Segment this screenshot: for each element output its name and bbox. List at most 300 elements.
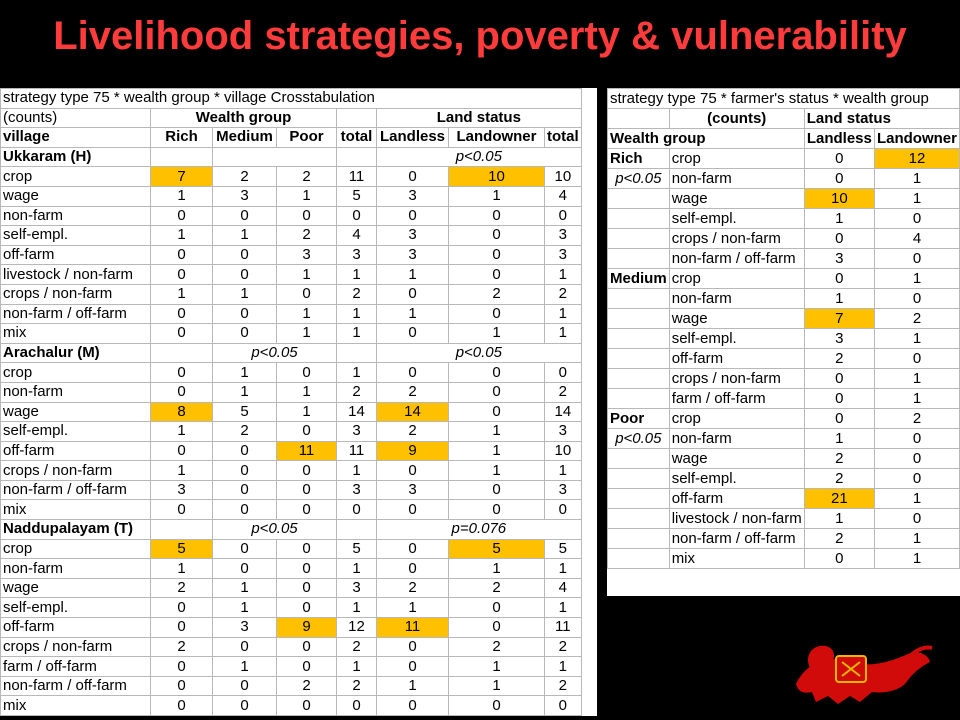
row-label: self-empl.: [1, 598, 151, 618]
table-row: [608, 449, 960, 469]
value-cell: 1: [545, 265, 582, 285]
value-cell: 0: [804, 269, 874, 289]
row-label: wage: [669, 309, 804, 329]
table-row: [608, 529, 960, 549]
value-cell: 1: [337, 363, 377, 383]
value-cell: 3: [151, 480, 213, 500]
value-cell: 0: [213, 245, 277, 265]
value-cell: 0: [377, 539, 449, 559]
value-cell: 0: [377, 696, 449, 716]
row-label: non-farm / off-farm: [1, 480, 151, 500]
row-label: wage: [1, 186, 151, 206]
caption-row: [608, 89, 960, 109]
value-cell: 14: [545, 402, 582, 422]
farmer-status-crosstab-table: [607, 88, 960, 569]
value-cell: 0: [874, 469, 959, 489]
value-cell: 2: [277, 226, 337, 246]
value-cell: 2: [377, 578, 449, 598]
value-cell: 1: [545, 657, 582, 677]
value-cell: 3: [377, 480, 449, 500]
value-cell: 0: [804, 229, 874, 249]
value-cell: 1: [874, 169, 959, 189]
table-row: [1, 578, 582, 598]
row-label: mix: [1, 696, 151, 716]
value-cell: 0: [449, 363, 545, 383]
row-label: crop: [1, 539, 151, 559]
value-cell: 0: [377, 324, 449, 344]
value-cell: 9: [277, 618, 337, 638]
column-header: Landowner: [449, 128, 545, 148]
value-cell: 1: [213, 284, 277, 304]
value-cell: 0: [213, 324, 277, 344]
table-row: [1, 304, 582, 324]
row-label: crops / non-farm: [1, 284, 151, 304]
column-header-row: [1, 128, 582, 148]
value-cell: 2: [449, 578, 545, 598]
table-caption: strategy type 75 * farmer's status * wealth group: [608, 89, 960, 109]
value-cell: 2: [804, 469, 874, 489]
value-cell: 5: [151, 539, 213, 559]
value-cell: 0: [449, 618, 545, 638]
village-name: Ukkaram (H): [1, 147, 151, 167]
land-p-value: p<0.05: [377, 343, 582, 363]
value-cell: 21: [804, 489, 874, 509]
value-cell: 4: [337, 226, 377, 246]
value-cell: 0: [545, 206, 582, 226]
value-cell: 1: [449, 186, 545, 206]
value-cell: 7: [151, 167, 213, 187]
value-cell: 2: [874, 309, 959, 329]
value-cell: 2: [449, 637, 545, 657]
value-cell: 1: [337, 559, 377, 579]
table-row: [608, 229, 960, 249]
value-cell: 2: [213, 422, 277, 442]
value-cell: 5: [449, 539, 545, 559]
table-row: [1, 167, 582, 187]
group-header-row: [1, 108, 582, 128]
row-label: self-empl.: [1, 226, 151, 246]
value-cell: 0: [377, 167, 449, 187]
value-cell: 1: [277, 304, 337, 324]
value-cell: 0: [151, 363, 213, 383]
value-cell: 1: [545, 324, 582, 344]
value-cell: 14: [377, 402, 449, 422]
land-status-header: Land status: [804, 109, 959, 129]
value-cell: 0: [213, 539, 277, 559]
value-cell: 2: [277, 167, 337, 187]
value-cell: 1: [151, 186, 213, 206]
spacer-cell: [337, 108, 377, 128]
value-cell: 0: [151, 265, 213, 285]
spacer-cell: [337, 147, 377, 167]
row-label: non-farm / off-farm: [1, 304, 151, 324]
value-cell: 1: [277, 382, 337, 402]
value-cell: 1: [151, 226, 213, 246]
value-cell: 0: [213, 461, 277, 481]
value-cell: 8: [151, 402, 213, 422]
value-cell: 12: [874, 149, 959, 169]
value-cell: 0: [449, 382, 545, 402]
village-crosstab-table: [0, 88, 582, 716]
value-cell: 0: [151, 441, 213, 461]
value-cell: 1: [377, 304, 449, 324]
table-row: [608, 389, 960, 409]
value-cell: 0: [545, 696, 582, 716]
table-caption: strategy type 75 * wealth group * village Crosstabulation: [1, 89, 582, 109]
table-row: [608, 329, 960, 349]
value-cell: 2: [377, 382, 449, 402]
row-label: wage: [669, 189, 804, 209]
value-cell: 0: [874, 209, 959, 229]
value-cell: 1: [449, 657, 545, 677]
value-cell: 0: [277, 559, 337, 579]
value-cell: 3: [337, 480, 377, 500]
value-cell: 1: [277, 324, 337, 344]
value-cell: 0: [151, 500, 213, 520]
farmer-status-crosstab-sheet: [607, 88, 960, 596]
value-cell: 2: [377, 422, 449, 442]
table-row: [1, 382, 582, 402]
table-row: [608, 149, 960, 169]
value-cell: 1: [545, 559, 582, 579]
value-cell: 0: [377, 637, 449, 657]
table-row: [608, 369, 960, 389]
spacer-cell: [608, 549, 670, 569]
land-p-value: p<0.05: [377, 147, 582, 167]
spacer-cell: [608, 449, 670, 469]
value-cell: 1: [874, 189, 959, 209]
value-cell: 1: [277, 265, 337, 285]
value-cell: 3: [377, 226, 449, 246]
village-column-header: village: [1, 128, 151, 148]
value-cell: 1: [804, 509, 874, 529]
value-cell: 2: [804, 529, 874, 549]
village-header-row: [1, 147, 582, 167]
row-label: crop: [1, 363, 151, 383]
table-row: [1, 324, 582, 344]
wealth-p-value: p<0.05: [213, 343, 337, 363]
value-cell: 0: [804, 169, 874, 189]
value-cell: 0: [804, 549, 874, 569]
table-row: [1, 284, 582, 304]
slide-title: Livelihood strategies, poverty & vulnerability: [53, 14, 907, 58]
value-cell: 0: [874, 249, 959, 269]
value-cell: 1: [377, 676, 449, 696]
value-cell: 0: [874, 429, 959, 449]
row-label: non-farm: [1, 559, 151, 579]
value-cell: 1: [151, 284, 213, 304]
wealth-group-column-header: Wealth group: [608, 129, 805, 149]
value-cell: 1: [874, 489, 959, 509]
spacer-cell: [608, 529, 670, 549]
value-cell: 2: [337, 676, 377, 696]
value-cell: 11: [277, 441, 337, 461]
value-cell: 2: [277, 676, 337, 696]
value-cell: 1: [874, 329, 959, 349]
value-cell: 0: [213, 304, 277, 324]
value-cell: 2: [449, 284, 545, 304]
value-cell: 0: [277, 578, 337, 598]
value-cell: 3: [545, 226, 582, 246]
value-cell: 0: [377, 363, 449, 383]
value-cell: 2: [151, 578, 213, 598]
value-cell: 2: [874, 409, 959, 429]
spacer-cell: [151, 343, 213, 363]
table-row: [1, 363, 582, 383]
value-cell: 10: [545, 441, 582, 461]
value-cell: 0: [151, 245, 213, 265]
row-label: wage: [1, 578, 151, 598]
row-label: farm / off-farm: [1, 657, 151, 677]
value-cell: 2: [151, 637, 213, 657]
table-row: [608, 309, 960, 329]
value-cell: 0: [449, 206, 545, 226]
table-row: [1, 480, 582, 500]
value-cell: 0: [804, 149, 874, 169]
value-cell: 1: [449, 461, 545, 481]
table-row: [1, 226, 582, 246]
value-cell: 1: [337, 324, 377, 344]
row-label: farm / off-farm: [669, 389, 804, 409]
row-label: self-empl.: [669, 329, 804, 349]
value-cell: 0: [277, 284, 337, 304]
row-label: crops / non-farm: [1, 461, 151, 481]
value-cell: 3: [277, 245, 337, 265]
village-header-row: [1, 520, 582, 540]
table-row: [1, 500, 582, 520]
spacer-cell: [608, 489, 670, 509]
value-cell: 2: [545, 284, 582, 304]
row-label: mix: [1, 500, 151, 520]
column-header: Landless: [804, 129, 874, 149]
value-cell: 1: [213, 226, 277, 246]
value-cell: 0: [874, 449, 959, 469]
row-label: crops / non-farm: [1, 637, 151, 657]
spacer-cell: [337, 520, 377, 540]
value-cell: 5: [213, 402, 277, 422]
value-cell: 1: [804, 289, 874, 309]
value-cell: 5: [545, 539, 582, 559]
value-cell: 3: [804, 249, 874, 269]
value-cell: 1: [337, 598, 377, 618]
table-row: [1, 559, 582, 579]
value-cell: 3: [213, 618, 277, 638]
value-cell: 1: [377, 598, 449, 618]
row-label: non-farm: [1, 382, 151, 402]
value-cell: 5: [337, 186, 377, 206]
value-cell: 2: [337, 382, 377, 402]
spacer-cell: [337, 343, 377, 363]
row-label: off-farm: [1, 441, 151, 461]
spacer-cell: [608, 309, 670, 329]
land-status-header: Land status: [377, 108, 582, 128]
value-cell: 1: [377, 265, 449, 285]
table-row: [608, 429, 960, 449]
row-label: non-farm / off-farm: [1, 676, 151, 696]
value-cell: 4: [545, 578, 582, 598]
value-cell: 1: [277, 402, 337, 422]
village-name: Arachalur (M): [1, 343, 151, 363]
table-row: [1, 657, 582, 677]
table-row: [1, 422, 582, 442]
row-label: non-farm: [669, 429, 804, 449]
land-p-value: p=0.076: [377, 520, 582, 540]
value-cell: 1: [337, 265, 377, 285]
value-cell: 0: [213, 265, 277, 285]
value-cell: 0: [277, 480, 337, 500]
value-cell: 0: [545, 363, 582, 383]
value-cell: 1: [449, 422, 545, 442]
value-cell: 1: [449, 676, 545, 696]
table-row: [608, 409, 960, 429]
value-cell: 4: [874, 229, 959, 249]
value-cell: 2: [804, 449, 874, 469]
column-header: Rich: [151, 128, 213, 148]
value-cell: 0: [449, 245, 545, 265]
value-cell: 3: [377, 245, 449, 265]
table-row: [1, 461, 582, 481]
value-cell: 0: [449, 598, 545, 618]
table-row: [608, 189, 960, 209]
spacer-cell: [608, 349, 670, 369]
column-header: Medium: [213, 128, 277, 148]
value-cell: 1: [804, 429, 874, 449]
table-row: [1, 402, 582, 422]
value-cell: 1: [874, 549, 959, 569]
value-cell: 0: [449, 265, 545, 285]
value-cell: 10: [545, 167, 582, 187]
value-cell: 1: [151, 559, 213, 579]
value-cell: 7: [804, 309, 874, 329]
spacer-cell: [608, 249, 670, 269]
row-label: crop: [669, 149, 804, 169]
value-cell: 0: [277, 637, 337, 657]
row-label: non-farm: [1, 206, 151, 226]
value-cell: 2: [545, 382, 582, 402]
table-row: [1, 206, 582, 226]
value-cell: 0: [277, 598, 337, 618]
value-cell: 0: [151, 324, 213, 344]
value-cell: 0: [874, 349, 959, 369]
column-header: Landowner: [874, 129, 959, 149]
row-label: non-farm / off-farm: [669, 529, 804, 549]
group-p-value: p<0.05: [608, 429, 670, 449]
value-cell: 0: [213, 441, 277, 461]
value-cell: 1: [874, 389, 959, 409]
value-cell: 0: [377, 657, 449, 677]
counts-label: (counts): [1, 108, 151, 128]
table-row: [1, 265, 582, 285]
value-cell: 1: [213, 382, 277, 402]
table-row: [1, 441, 582, 461]
row-label: crops / non-farm: [669, 229, 804, 249]
value-cell: 3: [545, 422, 582, 442]
group-header-row: [608, 109, 960, 129]
table-row: [1, 186, 582, 206]
table-row: [608, 469, 960, 489]
spacer-cell: [151, 520, 213, 540]
value-cell: 0: [804, 369, 874, 389]
wealth-group-name: Rich: [608, 149, 670, 169]
table-row: [608, 269, 960, 289]
spacer-cell: [608, 109, 670, 129]
row-label: non-farm / off-farm: [669, 249, 804, 269]
column-header-row: [608, 129, 960, 149]
table-row: [1, 618, 582, 638]
value-cell: 0: [449, 480, 545, 500]
value-cell: 1: [213, 657, 277, 677]
column-header: Landless: [377, 128, 449, 148]
value-cell: 0: [151, 657, 213, 677]
value-cell: 1: [449, 441, 545, 461]
row-label: crop: [1, 167, 151, 187]
village-crosstab-sheet: [0, 88, 597, 716]
value-cell: 1: [213, 363, 277, 383]
value-cell: 1: [151, 422, 213, 442]
caption-row: [1, 89, 582, 109]
value-cell: 0: [151, 676, 213, 696]
value-cell: 0: [277, 657, 337, 677]
value-cell: 11: [377, 618, 449, 638]
value-cell: 14: [337, 402, 377, 422]
value-cell: 12: [337, 618, 377, 638]
value-cell: 0: [377, 500, 449, 520]
table-row: [1, 676, 582, 696]
row-label: self-empl.: [669, 209, 804, 229]
value-cell: 3: [804, 329, 874, 349]
value-cell: 0: [804, 389, 874, 409]
value-cell: 0: [277, 206, 337, 226]
value-cell: 1: [449, 559, 545, 579]
group-p-value: p<0.05: [608, 169, 670, 189]
row-label: non-farm: [669, 289, 804, 309]
value-cell: 0: [151, 304, 213, 324]
row-label: non-farm: [669, 169, 804, 189]
row-label: crop: [669, 409, 804, 429]
value-cell: 0: [213, 206, 277, 226]
value-cell: 2: [545, 676, 582, 696]
row-label: mix: [669, 549, 804, 569]
row-label: self-empl.: [1, 422, 151, 442]
spacer-cell: [608, 469, 670, 489]
wealth-group-header: Wealth group: [151, 108, 337, 128]
spacer-cell: [608, 209, 670, 229]
value-cell: 0: [213, 676, 277, 696]
value-cell: 0: [213, 696, 277, 716]
table-row: [608, 549, 960, 569]
column-header: total: [545, 128, 582, 148]
value-cell: 3: [377, 186, 449, 206]
spacer-cell: [608, 389, 670, 409]
value-cell: 3: [337, 578, 377, 598]
row-label: mix: [1, 324, 151, 344]
table-row: [1, 637, 582, 657]
row-label: off-farm: [1, 618, 151, 638]
value-cell: 0: [545, 500, 582, 520]
value-cell: 0: [277, 696, 337, 716]
value-cell: 11: [337, 167, 377, 187]
value-cell: 0: [277, 363, 337, 383]
table-row: [608, 489, 960, 509]
value-cell: 0: [874, 289, 959, 309]
wealth-p-value: [213, 147, 337, 167]
value-cell: 1: [545, 598, 582, 618]
value-cell: 2: [337, 284, 377, 304]
row-label: self-empl.: [669, 469, 804, 489]
value-cell: 0: [449, 402, 545, 422]
value-cell: 0: [151, 206, 213, 226]
value-cell: 0: [337, 500, 377, 520]
